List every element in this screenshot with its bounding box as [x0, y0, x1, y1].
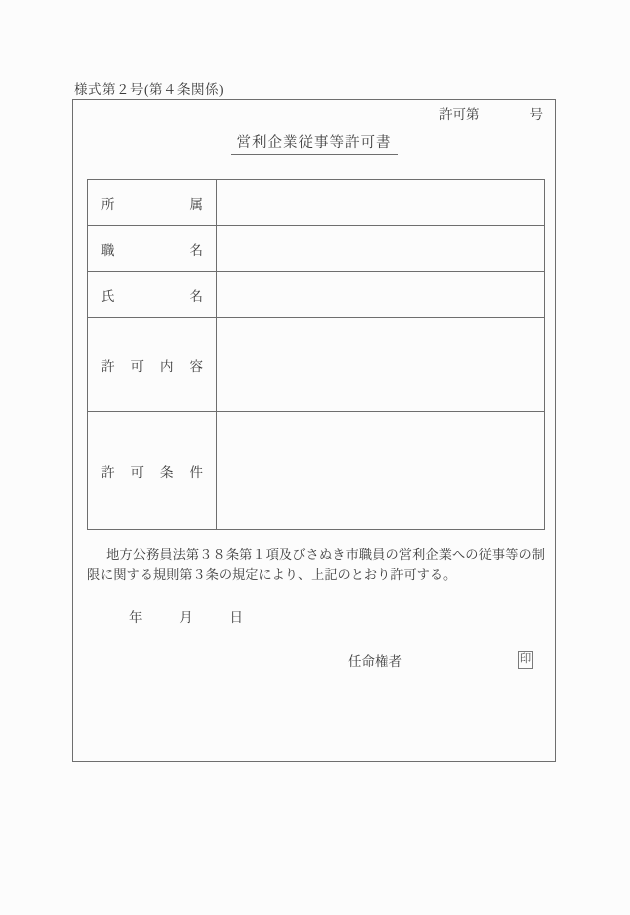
label-text-name	[101, 285, 203, 305]
document-title: 営利企業従事等許可書	[231, 131, 398, 155]
label-char: 内	[160, 358, 174, 374]
date-year-label[interactable]: 年	[129, 610, 143, 625]
date-day-label[interactable]: 日	[229, 610, 243, 625]
permit-number-label: 許可第	[439, 107, 480, 122]
label-char: 許	[101, 464, 115, 480]
label-text-affiliation	[101, 193, 203, 213]
permit-number-suffix: 号	[529, 107, 543, 122]
label-char: 条	[160, 464, 174, 480]
label-char: 可	[130, 464, 144, 480]
table-row	[88, 412, 545, 530]
table-row	[88, 318, 545, 412]
row-value-affiliation[interactable]	[217, 180, 545, 226]
row-value-permit-conditions[interactable]	[217, 412, 545, 530]
label-text-permit-content	[101, 355, 203, 375]
signature-row	[348, 650, 533, 670]
document-frame	[72, 99, 556, 762]
table-row	[88, 226, 545, 272]
legal-statement-text: 地方公務員法第３８条第１項及びさぬき市職員の営利企業への従事等の制限に関する規則第３条の規定により、上記のとおり許可する。	[87, 547, 545, 583]
table-row	[88, 180, 545, 226]
row-value-permit-content[interactable]	[217, 318, 545, 412]
label-char: 件	[189, 464, 203, 480]
document-title-container	[73, 131, 555, 155]
appointing-authority-label: 任命権者	[348, 654, 402, 669]
label-char: 名	[189, 288, 203, 304]
label-char: 可	[130, 358, 144, 374]
applicant-info-table	[87, 179, 545, 530]
row-value-name[interactable]	[217, 272, 545, 318]
label-char: 所	[101, 196, 115, 212]
form-number-label: 様式第２号(第４条関係)	[74, 82, 224, 97]
date-month-label[interactable]: 月	[179, 610, 193, 625]
legal-statement-paragraph	[87, 545, 545, 586]
label-char: 容	[189, 358, 203, 374]
row-value-job-title[interactable]	[217, 226, 545, 272]
label-char: 名	[189, 242, 203, 258]
label-text-permit-conditions	[101, 461, 203, 481]
table-row	[88, 272, 545, 318]
row-label-job-title	[88, 226, 217, 272]
date-line	[129, 606, 243, 626]
row-label-permit-content	[88, 318, 217, 412]
label-text-job-title	[101, 239, 203, 259]
permit-number-row	[73, 103, 555, 123]
label-char: 職	[101, 242, 115, 258]
row-label-affiliation	[88, 180, 217, 226]
row-label-permit-conditions	[88, 412, 217, 530]
label-char: 属	[189, 196, 203, 212]
label-char: 氏	[101, 288, 115, 304]
label-char: 許	[101, 358, 115, 374]
row-label-name	[88, 272, 217, 318]
seal-stamp-icon[interactable]: 印	[518, 651, 533, 669]
